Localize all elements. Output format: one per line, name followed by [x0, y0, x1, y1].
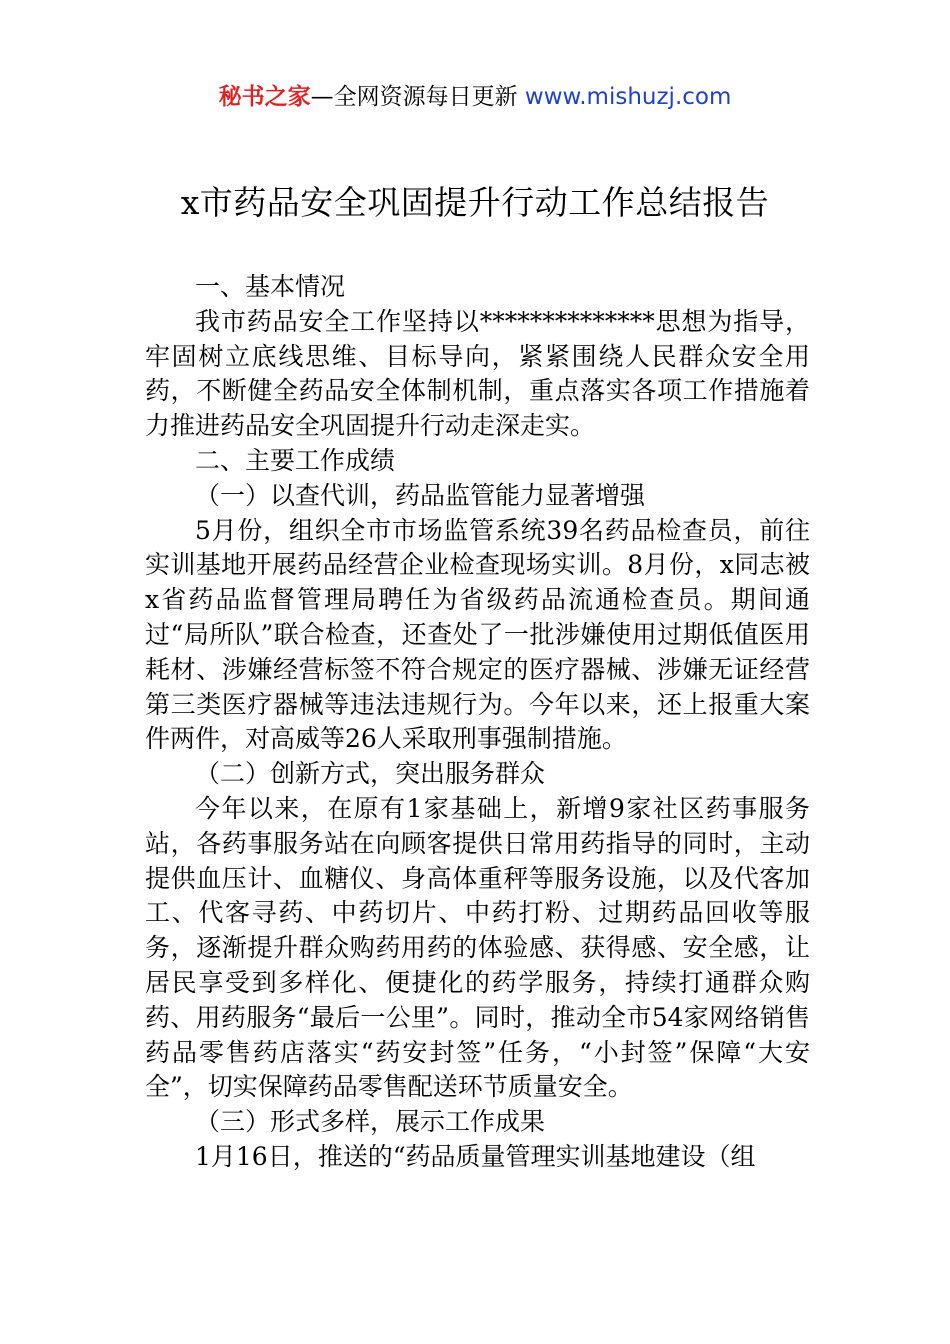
header-tagline: —全网资源每日更新 — [310, 84, 518, 110]
brand-name: 秘书之家 — [218, 84, 311, 110]
paragraph-inspection-training: 5月份，组织全市市场监管系统39名药品检查员，前往实训基地开展药品经营企业检查现场实训。8月份，x同志被x省药品监督管理局聘任为省级药品流通检查员。期间通过“局所队”联合检查，还查处了一批涉嫌使用过期低值医用耗材、涉嫌经营标签不符合规定的医疗器械、涉嫌无证经营第三类医疗器械等违法违规行为。今年以来，还上报重大案件两件，对高威等26人采取刑事强制措施。 — [145, 515, 810, 754]
section-heading-achievements: 二、主要工作成绩 — [195, 445, 396, 475]
document-body — [145, 270, 810, 1175]
paragraph-service-innovation: 今年以来，在原有1家基础上，新增9家社区药事服务站，各药事服务站在向顾客提供日常用药指导的同时，主动提供血压计、血糖仪、身高体重秤等服务设施，以及代客加工、代客寻药、中药切片、中药打粉、过期药品回收等服务，逐渐提升群众购药用药的体验感、获得感、安全感，让居民享受到多样化、便捷化的药学服务，持续打通群众购药、用药服务“最后一公里”。同时，推动全市54家网络销售药品零售药店落实“药安封签”任务，“小封签”保障“大安全”，切实保障药品零售配送环节质量安全。 — [145, 793, 810, 1102]
section-heading-basic: 一、基本情况 — [195, 272, 346, 301]
subheading-showcase: （三）形式多样，展示工作成果 — [195, 1107, 546, 1137]
document-title: x市药品安全巩固提升行动工作总结报告 — [180, 183, 770, 222]
subheading-service-innovation: （二）创新方式，突出服务群众 — [195, 759, 546, 789]
paragraph-showcase: 1月16日，推送的“药品质量管理实训基地建设（组 — [195, 1141, 756, 1171]
subheading-inspection-training: （一）以查代训，药品监管能力显著增强 — [195, 480, 646, 510]
paragraph-basic-situation: 我市药品安全工作坚持以**************思想为指导，牢固树立底线思维、目标导向，紧紧围绕人民群众安全用药，不断健全药品安全体制机制，重点落实各项工作措施着力推进药品安全巩固提升行动走深走实。 — [145, 306, 810, 441]
site-url-link[interactable]: www.mishuzj.com — [524, 84, 732, 110]
site-header — [0, 80, 950, 114]
